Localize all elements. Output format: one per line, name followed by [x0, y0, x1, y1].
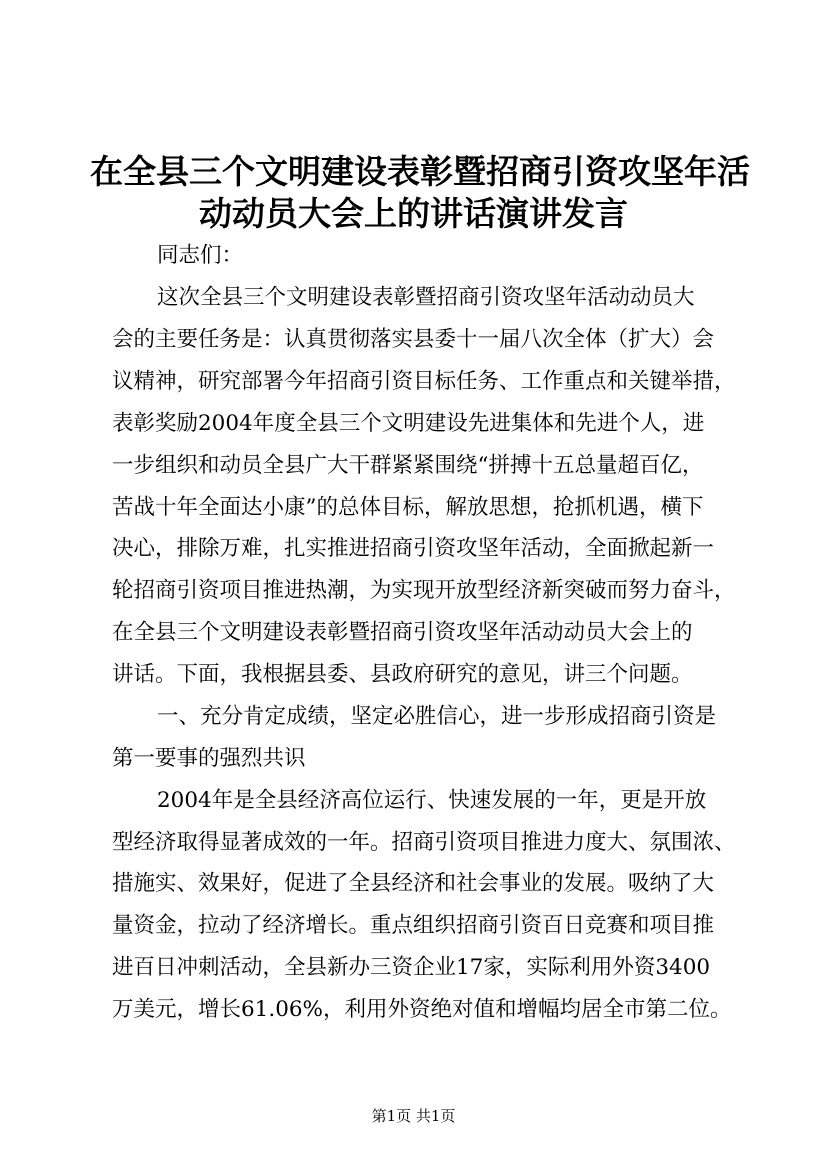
body-line: 措施实、效果好，促进了全县经济和社会事业的发展。吸纳了大	[112, 871, 715, 896]
section-heading-cont: 第一要事的强烈共识	[112, 746, 306, 771]
salutation: 同志们：	[157, 243, 244, 268]
section-heading: 一、充分肯定成绩，坚定必胜信心，进一步形成招商引资是	[157, 704, 717, 729]
body-line: 2004年是全县经济高位运行、快速发展的一年，更是开放	[157, 788, 707, 813]
body-line: 量资金，拉动了经济增长。重点组织招商引资百日竞赛和项目推	[112, 913, 715, 938]
body-line: 苦战十年全面达小康”的总体目标，解放思想，抢抓机遇，横下	[112, 495, 704, 520]
body-line: 型经济取得显著成效的一年。招商引资项目推进力度大、氛围浓、	[112, 830, 736, 855]
body-line: 在全县三个文明建设表彰暨招商引资攻坚年活动动员大会上的	[112, 620, 693, 645]
body-line: 讲话。下面，我根据县委、县政府研究的意见，讲三个问题。	[112, 662, 693, 687]
body-line: 会的主要任务是：认真贯彻落实县委十一届八次全体（扩大）会	[112, 327, 715, 352]
body-line: 表彰奖励2004年度全县三个文明建设先进集体和先进个人，进	[112, 411, 705, 436]
title-line-2: 动动员大会上的讲话演讲发言	[199, 194, 628, 233]
title-line-1: 在全县三个文明建设表彰暨招商引资攻坚年活	[90, 152, 750, 191]
body-line: 决心，排除万难，扎实推进招商引资攻坚年活动，全面掀起新一	[112, 536, 715, 561]
body-line: 这次全县三个文明建设表彰暨招商引资攻坚年活动动员大	[157, 285, 695, 310]
body-line: 轮招商引资项目推进热潮，为实现开放型经济新突破而努力奋斗，	[112, 578, 736, 603]
body-line: 进百日冲刺活动，全县新办三资企业17家，实际利用外资3400	[112, 955, 711, 980]
body-line: 议精神，研究部署今年招商引资目标任务、工作重点和关键举措，	[112, 369, 736, 394]
body-line: 万美元，增长61.06%，利用外资绝对值和增幅均居全市第二位。	[112, 997, 732, 1022]
page-footer: 第1页 共1页	[371, 1107, 456, 1125]
body-line: 一步组织和动员全县广大干群紧紧围绕“拼搏十五总量超百亿，	[112, 453, 704, 478]
